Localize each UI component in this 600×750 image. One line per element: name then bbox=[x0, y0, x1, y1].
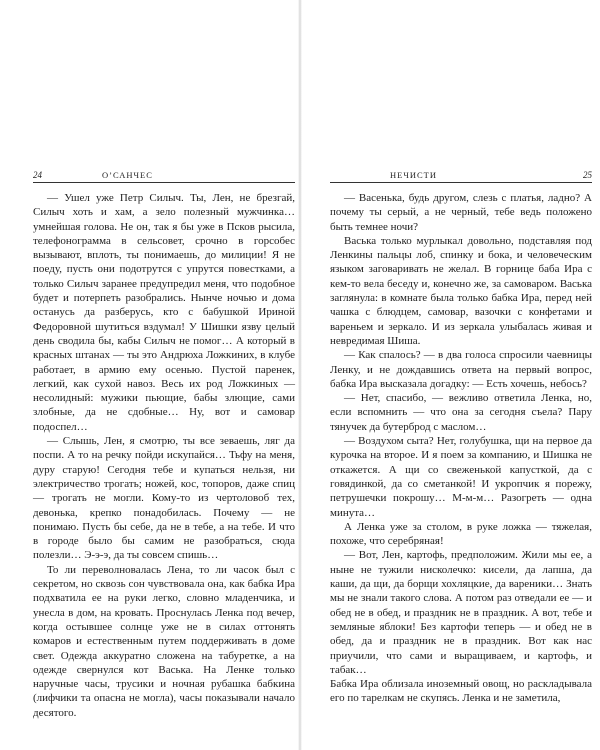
paragraph: Бабка Ира облизала иноземный овощ, но раскладывала его по тарелкам не скупясь. Ленка и не заметила, bbox=[330, 678, 592, 705]
right-running-head-title: НЕЧИСТИ bbox=[390, 170, 437, 180]
paragraph: — Как спалось? — в два голоса спросили чаевницы Ленку, и не дождавшись ответа на первый вопрос, бабка Ира высказала догадку: — Есть хочешь, небось? bbox=[330, 349, 592, 390]
paragraph: — Вот, Лен, картофь, предположим. Жили мы ее, а ныне не тужили нисколечко: кисели, да лапша, да каши, да щи, да борщи хохляцкие, да вареники… Знать мы не знали такого слова. А потом раз отведали ее — и обед не в обед, и праздник не в праздник. А вот, тебе и земляные яблоки! Без картофи теперь — и обед не в обед, да и праздник не в праздник. Вот как нас приучили, что сами и выращиваем, и картофь, и табак… bbox=[330, 549, 592, 676]
right-running-head bbox=[330, 168, 592, 183]
left-running-head-title: О’САНЧЕС bbox=[102, 170, 153, 180]
right-page bbox=[330, 168, 592, 706]
paragraph: А Ленка уже за столом, в руке ложка — тяжелая, похоже, что серебряная! bbox=[330, 520, 592, 548]
book-gutter bbox=[298, 0, 302, 750]
paragraph: То ли переволновалась Лена, то ли часок был с секретом, но сквозь сон чувствовала она, как бабка Ира подхватила ее на руки легко, словно младенчика, и унесла в дом, на кровать. Проснулась Ленка под вечер, когда остывшее солнце уже не в силах оттонять комаров и естественным путем поддерживать в доме свет. Одежда аккуратно сложена на табуретке, а на одежде свернулся кот Васька. На Ленке только наручные часы, трусики и ночная рубашка бабкина (лифчики та опасна не могла), часы показывали начало десятого. bbox=[33, 563, 295, 719]
paragraph: — Ушел уже Петр Силыч. Ты, Лен, не брезгай, Силыч хоть и хам, а зело полезный мужчинка… умнейшая голова. Не он, так я бы уже в Псков рысила, телефонограмма в сельсовет, срочно в горсобес вызывают, вплоть, ты понимаешь, до милиции! Я не поеду, пусть они подотрутся с упрутся повестками, а только Силыч заранее предупредил меня, что подобное будет и потерпеть разобрались. Нынче ночью и дома останусь да разберусь, кто с бабушкой Ириной Федоровной шутиться вздумал! У Шишки язву целый день сводила бы, кабы Силыч не помог… А который в красных штанах — ты это Андрюха Ложкиних, в клубе работает, в армию ему осенью. Пустой паренек, легкий, как сухой навоз. Весь их род Ложкиных — несолидный: мужики пьющие, бабы злющие, сами злобные, да не сдобные… Ну, вот и самовар подоспел… bbox=[33, 192, 295, 433]
paragraph: — Слышь, Лен, я смотрю, ты все зеваешь, ляг да поспи. А то на речку пойди искупайся… Тьфу на меня, дуру старую! Сегодня тебе и купаться нельзя, ни электричество трогать; ножей, кос, топоров, даже спиц — трогать не могли. Кому-то из чертоловоб тех, девонька, крепко понадобилась. Почему — не понимаю. Пусть бы себе, да не в тебе, а на тебе. И что в городе было бы самим не разобраться, сюда полезли… Э-э-э, да ты совсем спишь… bbox=[33, 435, 295, 562]
left-page-number: 24 bbox=[33, 170, 42, 180]
left-page bbox=[33, 168, 295, 720]
left-page-text bbox=[33, 191, 295, 720]
paragraph: — Васенька, будь другом, слезь с платья, ладно? А почему ты серый, а не черный, тебе ведь положено быть темнее ночи? bbox=[330, 192, 592, 233]
left-running-head bbox=[33, 168, 295, 183]
right-page-text bbox=[330, 191, 592, 706]
paragraph: Васька только мурлыкал довольно, подставляя под Ленкины пальцы лоб, спинку и бока, и человеческим языком заговаривать не желал. В горнице баба Ира с кем-то вела беседу и, конечно же, за самоваром. Васька заглянула: в комнате была только бабка Ира, перед ней чашка с блюдцем, самовар, вазочки с конфетами и вареньем и зеркало. И из зеркала улыбалась живая и невредимая Шиша. bbox=[330, 234, 592, 347]
paragraph: — Воздухом сыта? Нет, голубушка, щи на первое да курочка на второе. И я поем за компанию, и Шишка не откажется. А щи со свеженькой капусткой, да с говядинкой, да со сметанкой! И укропчик я порежу, петрушечки покрошу… М-м-м… Разогреть — одна минута… bbox=[330, 435, 592, 519]
paragraph: — Нет, спасибо, — вежливо ответила Ленка, но, если вспомнить — что она за сегодня съела? Пару тянучек да бутерброд с маслом… bbox=[330, 392, 592, 433]
right-page-number: 25 bbox=[583, 170, 592, 180]
